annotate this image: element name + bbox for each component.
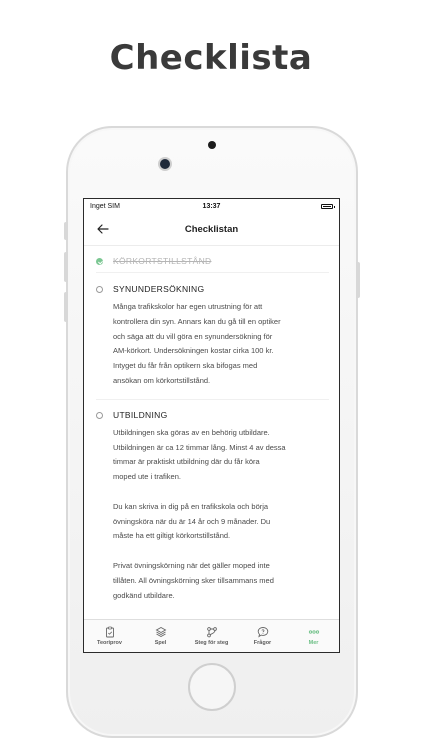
arrow-left-icon: [97, 224, 109, 234]
tab-steg-for-steg[interactable]: [186, 620, 237, 652]
check-empty-icon[interactable]: [96, 412, 103, 419]
checklist-item-title: SYNUNDERSÖKNING: [113, 284, 205, 294]
page-headline: Checklista: [109, 38, 313, 78]
tab-label: Mer: [308, 640, 319, 646]
checklist-item-korkortstillstand[interactable]: [96, 246, 329, 272]
status-time: 13:37: [202, 202, 221, 210]
phone-power-button: [356, 262, 360, 298]
checklist: [84, 246, 339, 613]
page-title: Checklistan: [184, 223, 239, 235]
carrier-label: Inget SIM: [90, 202, 120, 210]
tab-teoriprov[interactable]: [84, 620, 135, 652]
checklist-item-utbildning[interactable]: [96, 399, 329, 614]
check-done-icon[interactable]: [96, 258, 103, 265]
phone-volume-down: [64, 292, 68, 322]
checklist-item-title: KÖRKORTSTILLSTÅND: [113, 256, 212, 266]
more-icon: [308, 626, 320, 638]
check-empty-icon[interactable]: [96, 286, 103, 293]
tab-label: Teoriprov: [97, 640, 122, 646]
tab-fragor[interactable]: [237, 620, 288, 652]
tab-label: Steg för steg: [194, 640, 229, 646]
clipboard-icon: [104, 626, 116, 638]
tab-mer[interactable]: [288, 620, 339, 652]
game-icon: [155, 626, 167, 638]
checklist-item-text: Utbildningen ska göras av en behörig utbildare. Utbildningen är ca 12 timmar lång. Minst 4 av dessa timmar är praktiskt utbildning där du får köra moped ute i trafiken. Du kan skriva in dig på en trafikskola och börja övningsköra när du är 14 år och 9 månader. Du måste ha ett giltigt körkortstillstånd. Privat övningskörning när det gäller moped inte tillåten. All övningskörning sker tillsammans med godkänd utbildare.: [113, 427, 286, 600]
tab-label: Frågor: [253, 640, 272, 646]
checklist-item-text: Många trafikskolor har egen utrustning för att kontrollera din syn. Annars kan du gå till en optiker och säga att du vill göra en synundersökning för AM-körkort. Undersökningen kostar cirka 100 kr. Intyget du får från optikern ska bifogas med ansökan om körkortstillstånd.: [113, 302, 281, 385]
home-button[interactable]: [188, 663, 236, 711]
checklist-item-title: UTBILDNING: [113, 409, 168, 420]
phone-speaker: [208, 141, 216, 149]
checklist-item-synundersokning[interactable]: [96, 272, 329, 399]
chat-icon: [257, 626, 269, 638]
phone-camera: [160, 159, 170, 169]
phone-mute-switch: [64, 222, 68, 240]
status-bar: [84, 199, 339, 213]
steps-icon: [206, 626, 218, 638]
tab-spel[interactable]: [135, 620, 186, 652]
tab-label: Spel: [154, 640, 167, 646]
app-screen: [83, 198, 340, 653]
tab-bar: [84, 619, 339, 652]
back-button[interactable]: [96, 221, 110, 237]
nav-bar: [84, 213, 339, 246]
battery-icon: [321, 204, 333, 209]
phone-volume-up: [64, 252, 68, 282]
